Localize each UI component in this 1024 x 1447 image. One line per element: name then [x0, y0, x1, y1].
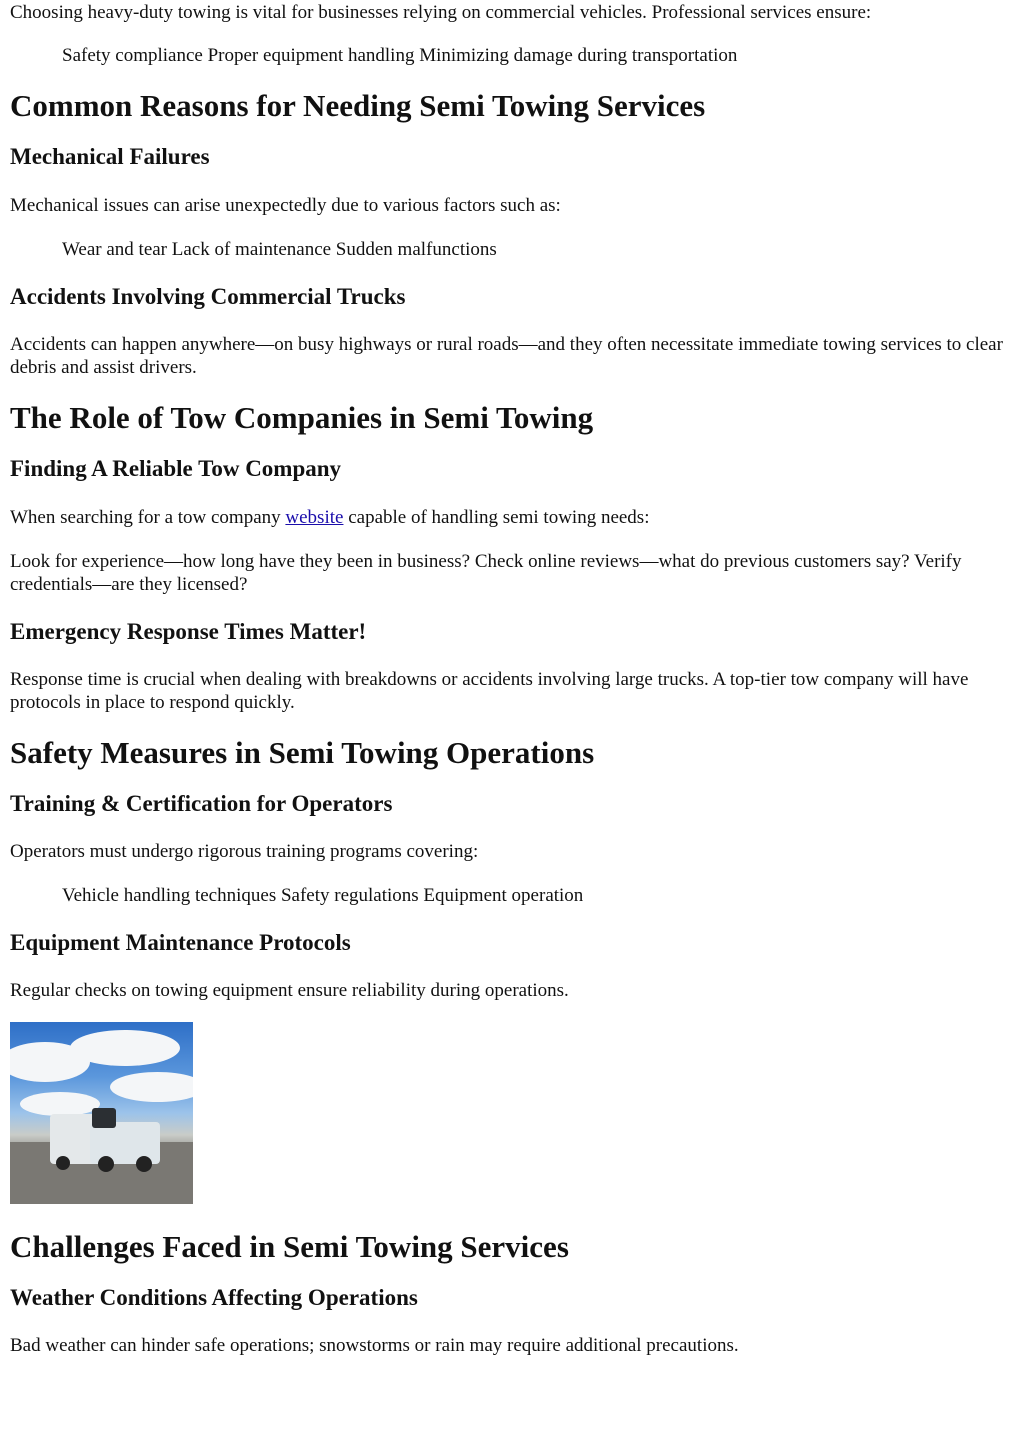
- section-heading-safety-measures: Safety Measures in Semi Towing Operations: [10, 735, 595, 770]
- intro-list: Safety compliance Proper equipment handling Minimizing damage during transportation: [62, 45, 738, 66]
- photo-boom: [92, 1108, 116, 1128]
- accidents-paragraph: Accidents can happen anywhere—on busy highways or rural roads—and they often necessitate immediate towing services to clear debris and assist drivers.: [10, 334, 1003, 378]
- tow-truck-photo: [10, 1022, 193, 1204]
- equipment-maintenance-paragraph: Regular checks on towing equipment ensure reliability during operations.: [10, 980, 569, 1001]
- subheading-mechanical-failures: Mechanical Failures: [10, 144, 210, 169]
- website-link[interactable]: website: [285, 507, 344, 528]
- photo-wheel: [56, 1156, 70, 1170]
- mechanical-failures-list: Wear and tear Lack of maintenance Sudden malfunctions: [62, 239, 497, 260]
- article: [0, 1, 1024, 1357]
- photo-wheel: [136, 1156, 152, 1172]
- finding-tow-company-paragraph: [10, 506, 1014, 529]
- subheading-training-certification: Training & Certification for Operators: [10, 791, 393, 816]
- subheading-accidents: Accidents Involving Commercial Trucks: [10, 284, 406, 309]
- finding-text-before: When searching for a tow company: [10, 507, 286, 528]
- finding-text-after: capable of handling semi towing needs:: [343, 507, 650, 528]
- intro-paragraph: Choosing heavy-duty towing is vital for businesses relying on commercial vehicles. Professional services ensure:: [10, 2, 872, 23]
- section-heading-common-reasons: Common Reasons for Needing Semi Towing Services: [10, 88, 706, 123]
- subheading-weather-conditions: Weather Conditions Affecting Operations: [10, 1285, 418, 1310]
- mechanical-failures-paragraph: Mechanical issues can arise unexpectedly due to various factors such as:: [10, 195, 561, 216]
- tow-company-checklist-paragraph: Look for experience—how long have they been in business? Check online reviews—what do previous customers say? Verify credentials—are they licensed?: [10, 551, 962, 595]
- section-heading-role-of-tow-companies: The Role of Tow Companies in Semi Towing: [10, 400, 594, 435]
- subheading-finding-reliable-tow-company: Finding A Reliable Tow Company: [10, 456, 342, 481]
- photo-cloud: [110, 1072, 193, 1102]
- weather-paragraph: Bad weather can hinder safe operations; snowstorms or rain may require additional precautions.: [10, 1335, 739, 1356]
- section-heading-challenges: Challenges Faced in Semi Towing Services: [10, 1229, 569, 1264]
- subheading-equipment-maintenance: Equipment Maintenance Protocols: [10, 930, 351, 955]
- training-list: Vehicle handling techniques Safety regulations Equipment operation: [62, 885, 584, 906]
- photo-cloud: [70, 1030, 180, 1066]
- training-paragraph: Operators must undergo rigorous training programs covering:: [10, 841, 479, 862]
- emergency-response-paragraph: Response time is crucial when dealing with breakdowns or accidents involving large trucks. A top-tier tow company will have protocols in place to respond quickly.: [10, 669, 969, 713]
- subheading-emergency-response: Emergency Response Times Matter!: [10, 619, 367, 644]
- photo-wheel: [98, 1156, 114, 1172]
- photo-cloud: [20, 1092, 100, 1116]
